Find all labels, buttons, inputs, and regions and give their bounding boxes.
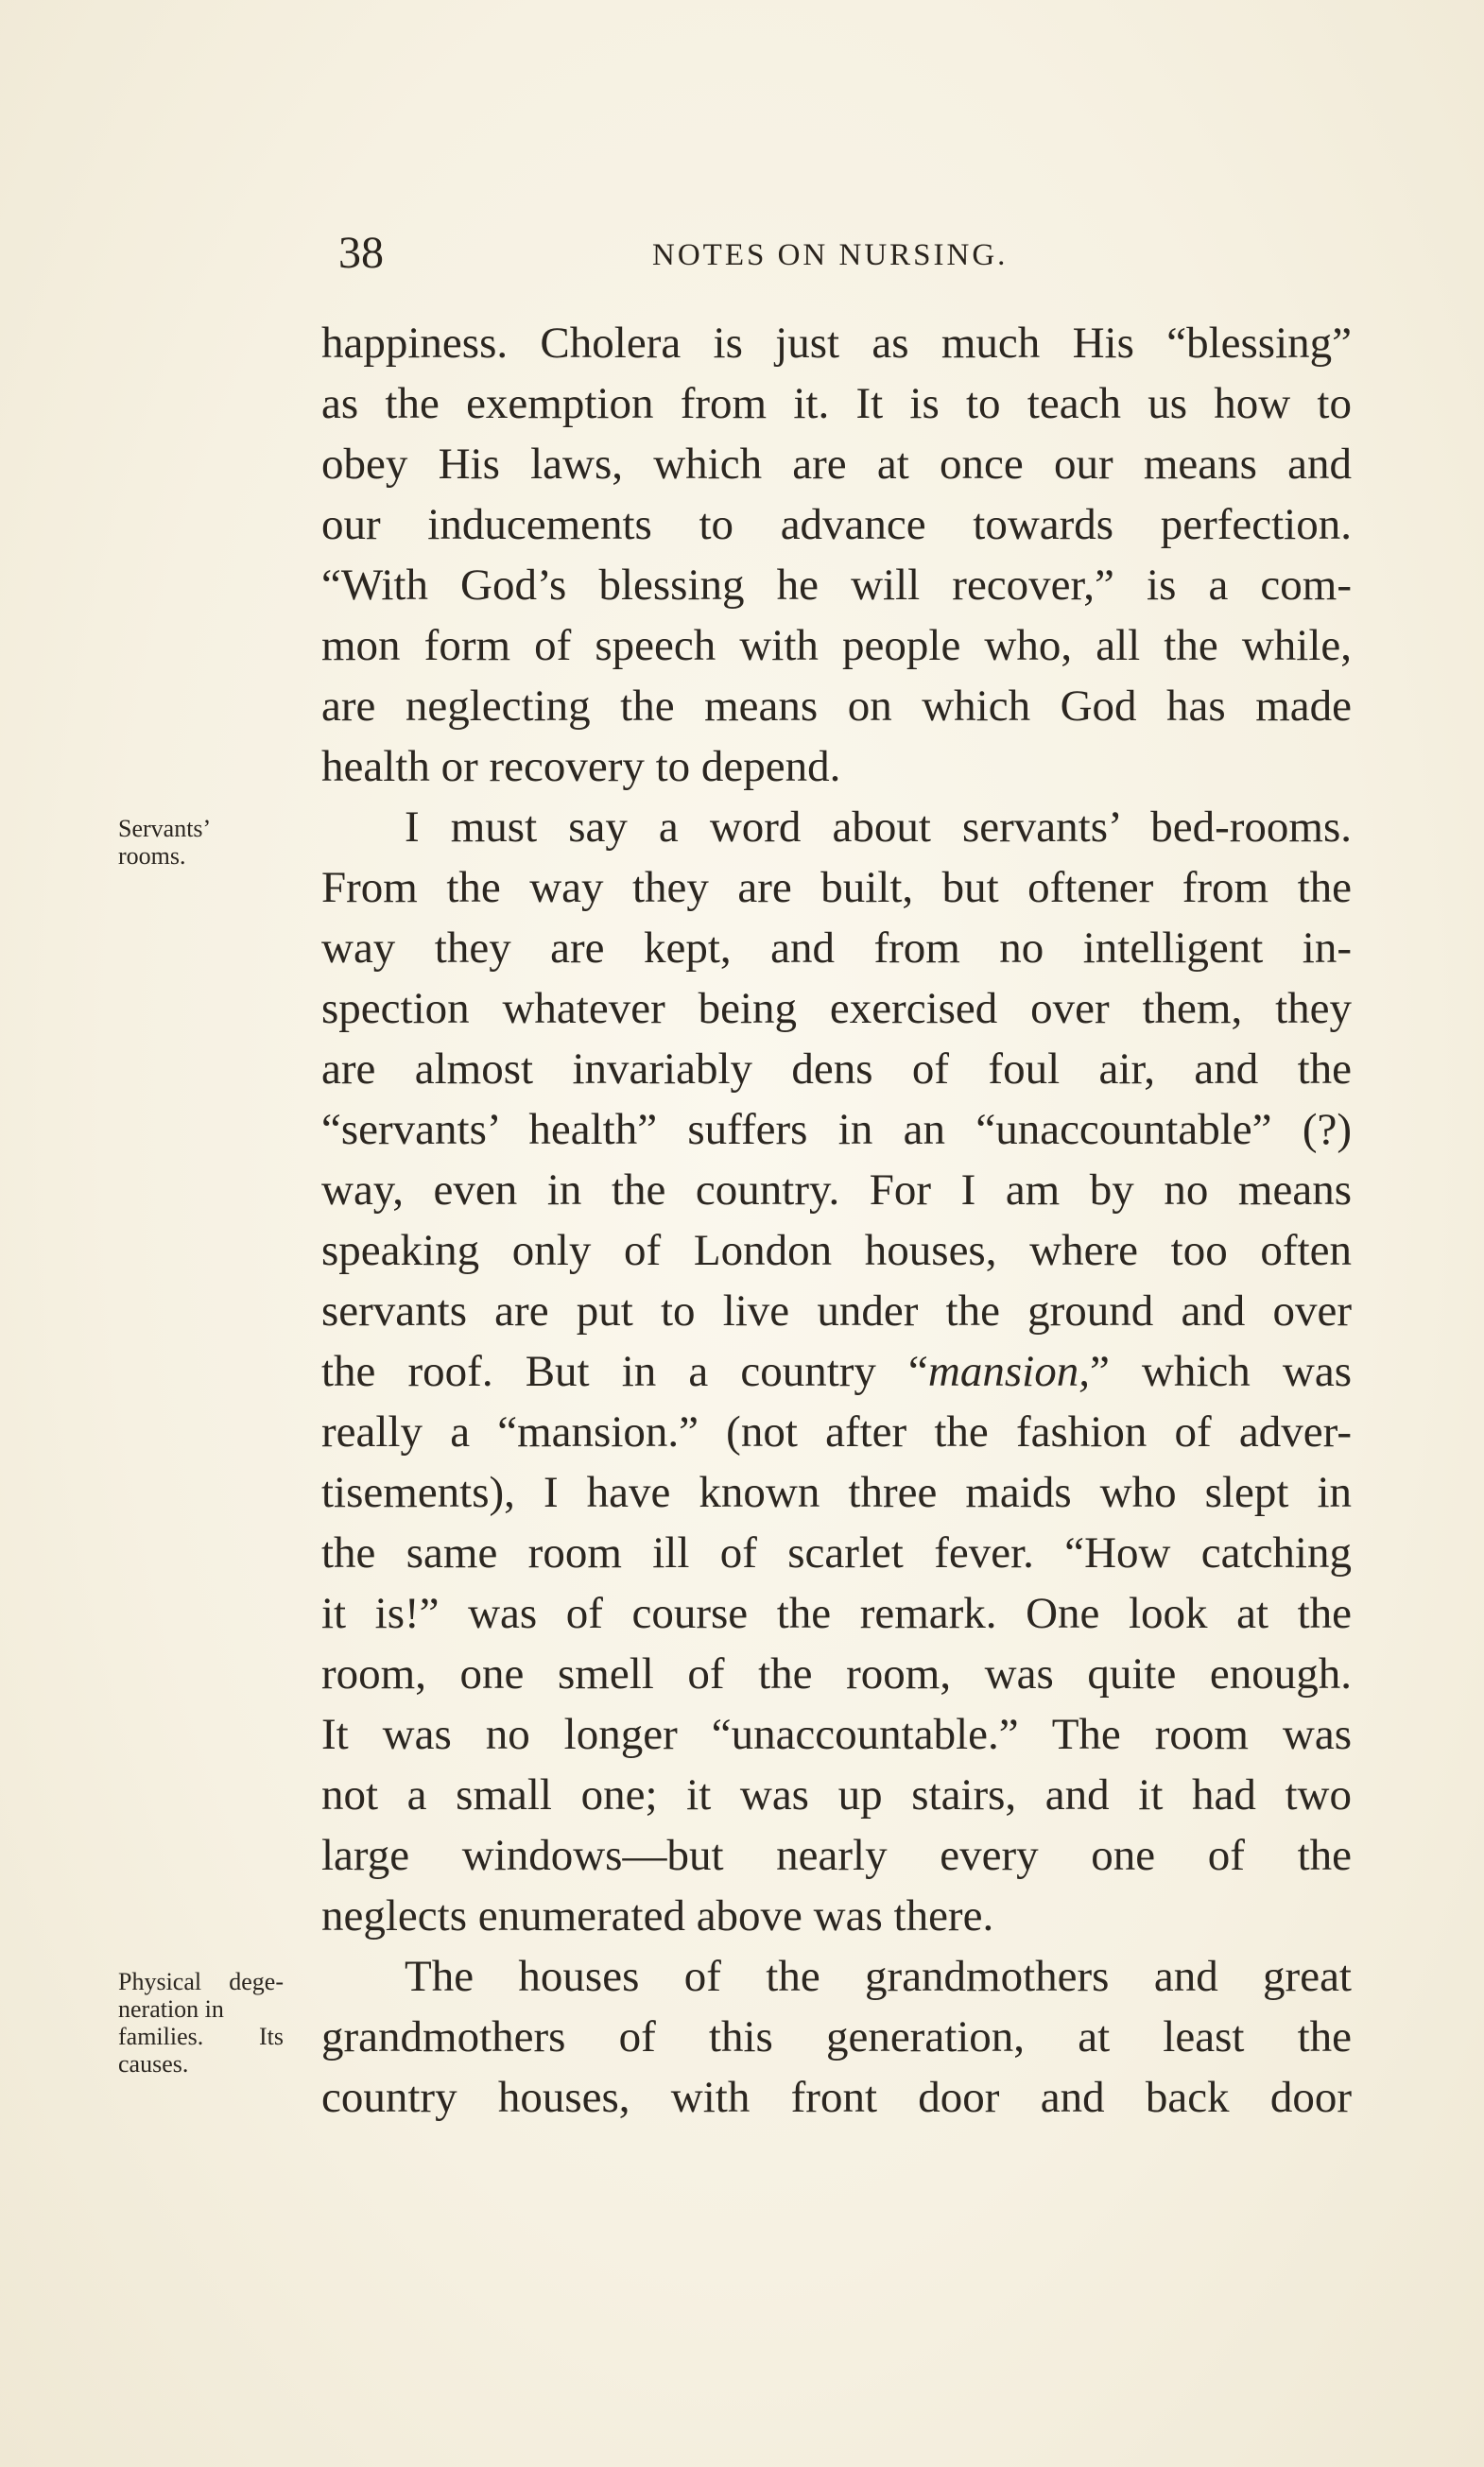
text-line-mansion bbox=[321, 1345, 1352, 1398]
margin-note-line: neration in bbox=[118, 1995, 224, 2023]
text-line: room, one smell of the room, was quite enough. bbox=[321, 1649, 1352, 1699]
text-line: are almost invariably dens of foul air, and the bbox=[321, 1044, 1352, 1094]
text-line: our inducements to advance towards perfection. bbox=[321, 500, 1352, 549]
text-line: grandmothers of this generation, at least the bbox=[321, 2012, 1352, 2062]
text-line: way, even in the country. For I am by no means bbox=[321, 1165, 1352, 1215]
text-line: speaking only of London houses, where too often bbox=[321, 1226, 1352, 1275]
text-line: really a “mansion.” (not after the fashion of adver- bbox=[321, 1407, 1352, 1457]
page-header bbox=[336, 225, 1352, 282]
text-line: as the exemption from it. It is to teach us how to bbox=[321, 379, 1352, 428]
margin-note-physical-degeneration bbox=[118, 1968, 307, 2078]
text-line: tisements), I have known three maids who slept in bbox=[321, 1468, 1352, 1517]
text-line: From the way they are built, but oftener from the bbox=[321, 863, 1352, 912]
margin-note-line: Physical dege- bbox=[118, 1968, 284, 1995]
text-line: servants are put to live under the ground and over bbox=[321, 1286, 1352, 1336]
text-line: the same room ill of scarlet fever. “How catching bbox=[321, 1528, 1352, 1578]
text-line: country houses, with front door and back door bbox=[321, 2073, 1352, 2122]
margin-note-line: Servants’ bbox=[118, 815, 212, 842]
text-line: I must say a word about servants’ bed-rooms. bbox=[405, 802, 1352, 852]
text-line: “servants’ health” suffers in an “unaccountable” (?) bbox=[321, 1105, 1352, 1154]
text-segment: ” which was bbox=[1089, 1347, 1352, 1396]
text-line: way they are kept, and from no intelligent in- bbox=[321, 923, 1352, 973]
running-head: NOTES ON NURSING. bbox=[652, 238, 1009, 272]
text-line: health or recovery to depend. bbox=[321, 742, 841, 791]
margin-note-servants-rooms bbox=[118, 815, 307, 870]
margin-note-line: rooms. bbox=[118, 842, 186, 870]
text-line: are neglecting the means on which God has made bbox=[321, 681, 1352, 731]
margin-note-line: causes. bbox=[118, 2050, 189, 2078]
margin-note-line: families. Its bbox=[118, 2023, 284, 2050]
text-line: obey His laws, which are at once our means and bbox=[321, 440, 1352, 489]
text-segment: the roof. But in a country “ bbox=[321, 1347, 928, 1396]
text-line: not a small one; it was up stairs, and it had two bbox=[321, 1770, 1352, 1820]
text-line: happiness. Cholera is just as much His “blessing” bbox=[321, 319, 1352, 368]
italic-word: mansion, bbox=[927, 1347, 1090, 1396]
text-line: it is!” was of course the remark. One look at the bbox=[321, 1589, 1352, 1638]
page-number: 38 bbox=[338, 228, 384, 278]
text-line: neglects enumerated above was there. bbox=[321, 1891, 994, 1941]
text-line: large windows—but nearly every one of the bbox=[321, 1831, 1352, 1880]
text-line: mon form of speech with people who, all the while, bbox=[321, 621, 1352, 670]
text-line: The houses of the grandmothers and great bbox=[405, 1952, 1352, 2001]
text-line: spection whatever being exercised over them, they bbox=[321, 984, 1352, 1033]
text-line: “With God’s blessing he will recover,” is a com- bbox=[321, 561, 1352, 610]
text-line: It was no longer “unaccountable.” The room was bbox=[321, 1710, 1352, 1759]
